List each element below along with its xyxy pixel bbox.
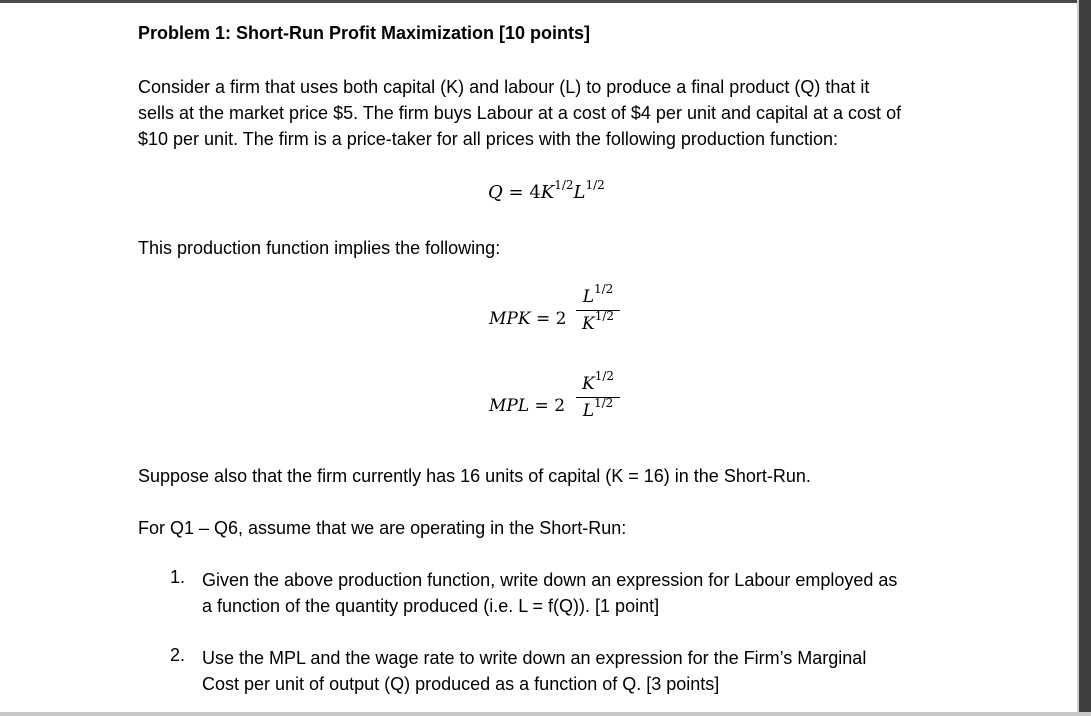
mpk-label: MPK (489, 309, 531, 329)
mpl-lhs (489, 396, 565, 416)
question-1-line-2: a function of the quantity produced (i.e. L = f(Q)). [1 point] (202, 596, 660, 616)
question-1-line-1: Given the above production function, write down an expression for Labour employed as (202, 570, 898, 590)
pf-coef: 4 (529, 182, 541, 203)
production-function (488, 180, 605, 207)
implies-text: This production function implies the following: (138, 238, 501, 258)
intro-line-3: $10 per unit. The firm is a price-taker for all prices with the following production function: (138, 129, 839, 149)
mpl-coef: 2 (554, 396, 566, 416)
window-top-border (0, 0, 1091, 3)
mpl-fraction (576, 369, 620, 423)
question-1-number: 1. (170, 567, 186, 587)
mpk-lhs (489, 309, 566, 329)
question-2-line-2: Cost per unit of output (Q) produced as a function of Q. [3 points] (202, 674, 720, 694)
mpl-denominator: $L^{1/2}$ (582, 396, 614, 421)
mpk-denominator: $K^{1/2}$ (581, 309, 614, 334)
mpl-numerator: $K^{1/2}$ (581, 369, 614, 394)
question-2-line-1: Use the MPL and the wage rate to write down an expression for the Firm’s Marginal (202, 648, 867, 668)
question-2-number: 2. (170, 645, 186, 665)
short-run-text: Suppose also that the firm currently has 16 units of capital (K = 16) in the Short-Run. (138, 466, 811, 486)
mpl-equals: = (534, 396, 549, 416)
mpk-fraction (576, 282, 620, 336)
mpk-numerator: $L^{1/2}$ (582, 282, 614, 307)
pf-var2: L (573, 182, 586, 203)
intro-line-1: Consider a firm that uses both capital (K) and labour (L) to produce a final product (Q) that it (138, 77, 870, 97)
pf-equals: = (508, 182, 524, 203)
assume-text: For Q1 – Q6, assume that we are operating in the Short-Run: (138, 518, 627, 538)
mpk-coef: 2 (555, 309, 567, 329)
pf-exp2: 1/2 (585, 178, 605, 192)
mpk-equals: = (535, 309, 551, 329)
intro-line-2: sells at the market price $5. The firm buys Labour at a cost of $4 per unit and capital at a cost of (138, 103, 902, 123)
problem-title: Problem 1: Short-Run Profit Maximization [10 points] (138, 23, 591, 43)
pf-var1: K (540, 182, 555, 203)
vertical-scrollbar[interactable] (1079, 0, 1091, 716)
mpl-label: MPL (489, 396, 530, 416)
pf-lhs: Q (488, 182, 503, 203)
window-bottom-border (0, 712, 1091, 716)
pf-exp1: 1/2 (554, 178, 574, 192)
